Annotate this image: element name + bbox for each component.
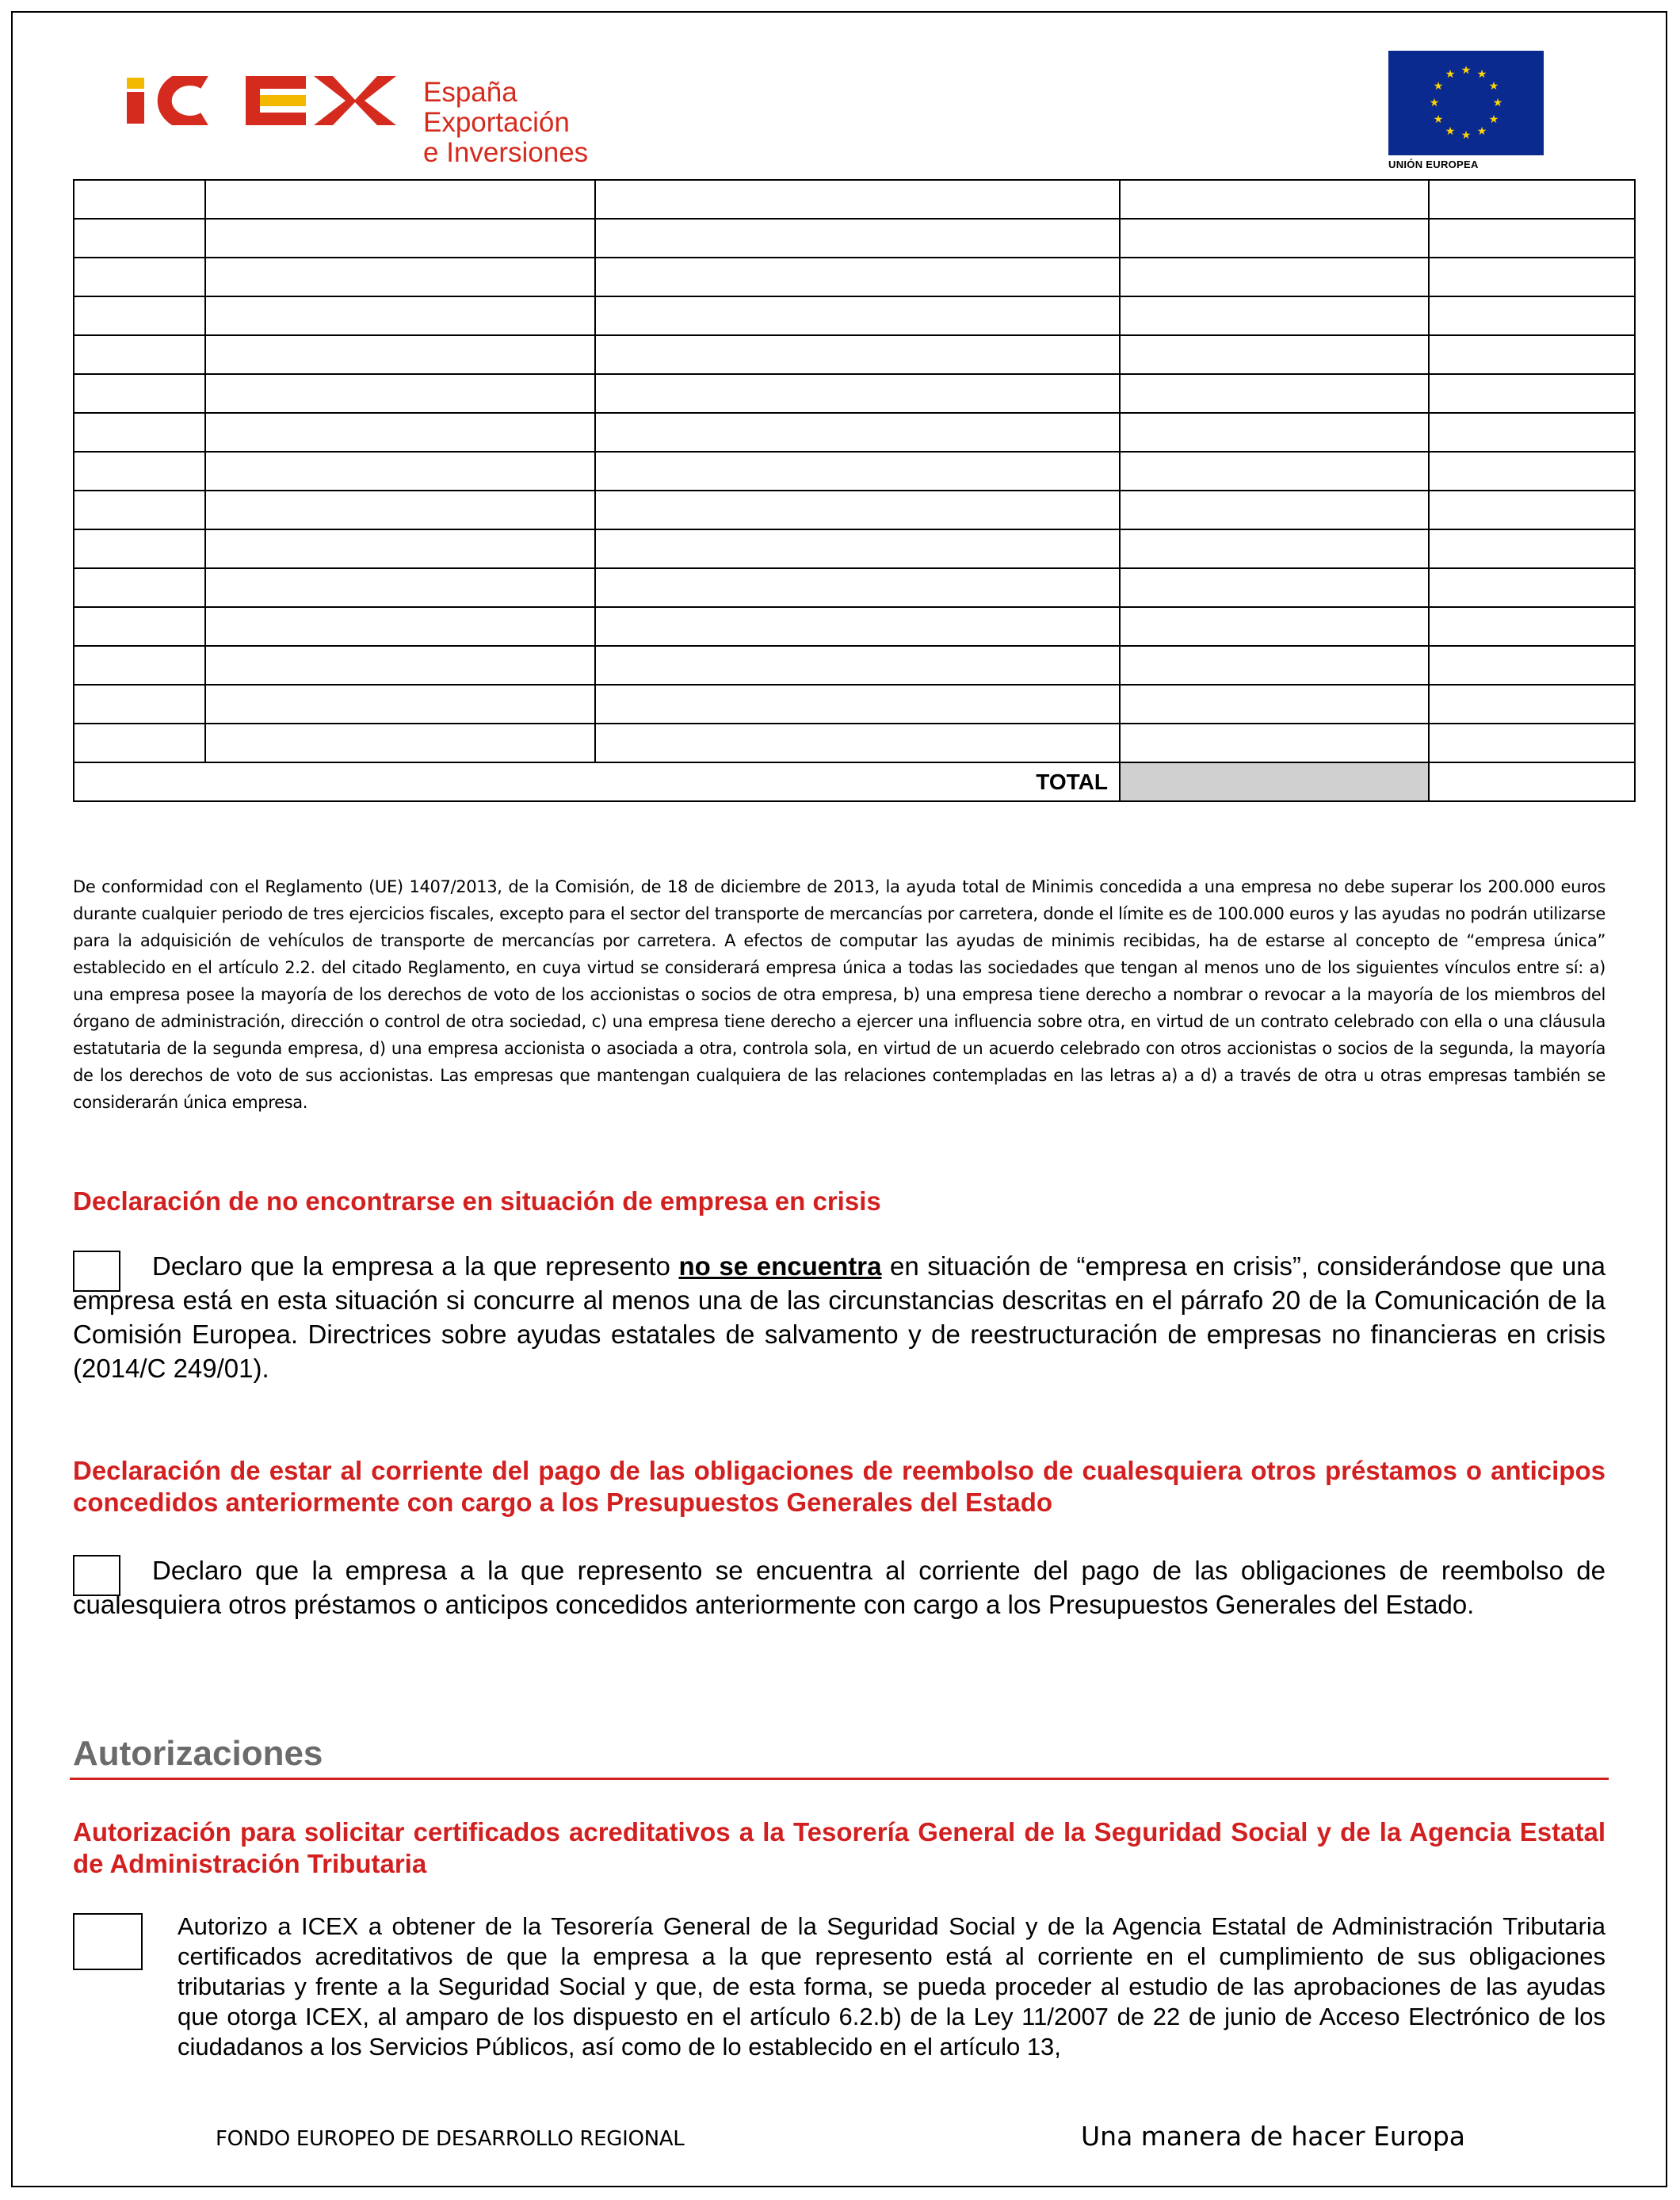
table-row: [74, 646, 1635, 685]
table-cell[interactable]: [1429, 491, 1635, 529]
table-cell[interactable]: [1120, 413, 1429, 452]
table-cell[interactable]: [1120, 374, 1429, 413]
eu-caption: UNIÓN EUROPEA: [1388, 159, 1479, 170]
table-cell[interactable]: [595, 568, 1120, 607]
table-cell[interactable]: [74, 219, 205, 258]
svg-text:★: ★: [1488, 80, 1499, 93]
table-cell[interactable]: [205, 452, 595, 491]
svg-text:★: ★: [1460, 129, 1472, 142]
table-cell[interactable]: [1120, 219, 1429, 258]
minimis-legal-text: De conformidad con el Reglamento (UE) 1407/2013, de la Comisión, de 18 de diciembre de 2013, la ayuda total de Minimis concedida a una empresa no debe superar los 200.000 euros durante cualquier periodo de tres ejercicios fiscales, excepto para el sector del transporte de mercancías por carretera, donde el límite es de 100.000 euros y las ayudas no podrán utilizarse para la adquisición de vehículos de transporte de mercancías por carretera. A efectos de computar las ayudas de minimis recibidas, ha de estarse al concepto de “empresa única” establecido en el artículo 2.2. del citado Reglamento, en cuya virtud se considerará empresa única a todas las sociedades que tengan al menos uno de los siguientes vínculos entre sí: a) una empresa posee la mayoría de los derechos de voto de los accionistas o socios de otra empresa, b) una empresa tiene derecho a nombrar o revocar a la mayoría de los miembros del órgano de administración, dirección o control de otra sociedad, c) una empresa tiene derecho a ejercer una influencia sobre otra, en virtud de un contrato celebrado con ella o una cláusula estatutaria de la segunda empresa, d) una empresa accionista o asociada a otra, controla sola, en virtud de un acuerdo celebrado con otros accionistas o socios de la segunda, la mayoría de los derechos de voto de sus accionistas. Las empresas que mantengan cualquiera de las relaciones contempladas en las letras a) a d) a través de otra u otras empresas también se considerarán única empresa.: [73, 877, 1606, 1112]
table-cell[interactable]: [1429, 258, 1635, 296]
eu-emblem: [1388, 51, 1545, 170]
icex-tagline: [423, 78, 661, 168]
table-cell[interactable]: [595, 180, 1120, 219]
crisis-text-before: Declaro que la empresa a la que represento: [152, 1251, 679, 1281]
svg-text:★: ★: [1476, 125, 1487, 138]
section-divider: [70, 1778, 1609, 1780]
table-cell[interactable]: [205, 413, 595, 452]
table-cell[interactable]: [595, 296, 1120, 335]
table-cell[interactable]: [1429, 219, 1635, 258]
table-cell[interactable]: [1120, 568, 1429, 607]
table-cell[interactable]: [205, 529, 595, 568]
table-cell[interactable]: [205, 607, 595, 646]
table-cell[interactable]: [205, 685, 595, 724]
table-cell[interactable]: [74, 452, 205, 491]
table-cell[interactable]: [74, 646, 205, 685]
table-cell[interactable]: [205, 180, 595, 219]
table-cell[interactable]: [1120, 258, 1429, 296]
table-cell[interactable]: [74, 413, 205, 452]
table-cell[interactable]: [595, 219, 1120, 258]
total-label: TOTAL: [74, 762, 1120, 801]
table-cell[interactable]: [1120, 335, 1429, 374]
table-cell[interactable]: [595, 646, 1120, 685]
eu-flag-icon: [1388, 51, 1544, 155]
table-cell[interactable]: [205, 219, 595, 258]
table-cell[interactable]: [1429, 607, 1635, 646]
svg-text:★: ★: [1445, 68, 1456, 81]
table-row: [74, 296, 1635, 335]
table-cell[interactable]: [1120, 452, 1429, 491]
table-cell[interactable]: [1429, 180, 1635, 219]
logo-line-3: e Inversiones: [423, 137, 589, 168]
table-cell[interactable]: [205, 335, 595, 374]
table-cell[interactable]: [1429, 529, 1635, 568]
icex-wordmark: [125, 76, 410, 125]
table-cell[interactable]: [74, 685, 205, 724]
aid-table: [73, 179, 1636, 802]
table-cell[interactable]: [74, 724, 205, 762]
crisis-text-after: en situación de “empresa en crisis”, considerándose que una empresa está en esta situación si concurre al menos una de las circunstancias descritas en el párrafo 20 de la Comunicación de la Comisión Europea. Directrices sobre ayudas estatales de salvamento y de reestructuración de empresas no financieras en crisis (2014/C 249/01).: [73, 1251, 1606, 1383]
table-row: [74, 568, 1635, 607]
table-cell[interactable]: [1429, 335, 1635, 374]
table-cell[interactable]: [74, 568, 205, 607]
table-cell[interactable]: [595, 724, 1120, 762]
table-cell[interactable]: [1429, 568, 1635, 607]
svg-text:★: ★: [1429, 97, 1440, 109]
table-cell[interactable]: [1429, 685, 1635, 724]
table-cell[interactable]: [74, 258, 205, 296]
repayment-declaration-text: [73, 1553, 1606, 1621]
table-row: [74, 374, 1635, 413]
table-cell[interactable]: [205, 646, 595, 685]
table-cell[interactable]: [74, 607, 205, 646]
table-cell[interactable]: [1120, 296, 1429, 335]
table-cell[interactable]: [74, 491, 205, 529]
table-cell[interactable]: [1429, 724, 1635, 762]
table-cell[interactable]: [1120, 724, 1429, 762]
authorization-text: Autorizo a ICEX a obtener de la Tesorería General de la Seguridad Social y de la Agencia Estatal de Administración Tributaria certificados acreditativos de que la empresa a la que represento está al corriente en el cumplimiento de sus obligaciones tributarias y frente a la Seguridad Social y que, de esta forma, se pueda proceder al estudio de las aprobaciones de las ayudas que otorga ICEX, al amparo de los dispuesto en el artículo 6.2.b) de la Ley 11/2007 de 22 de junio de Acceso Electrónico de los ciudadanos a los Servicios Públicos, así como de lo establecido en el artículo 13,: [178, 1912, 1606, 2061]
table-cell[interactable]: [1429, 646, 1635, 685]
table-row: [74, 180, 1635, 219]
table-cell[interactable]: [595, 529, 1120, 568]
table-row: [74, 413, 1635, 452]
table-cell[interactable]: [595, 452, 1120, 491]
table-cell[interactable]: [205, 568, 595, 607]
table-cell[interactable]: [1120, 646, 1429, 685]
table-row: [74, 452, 1635, 491]
table-row: [74, 607, 1635, 646]
table-cell[interactable]: [1429, 452, 1635, 491]
authorization-heading: Autorización para solicitar certificados acreditativos a la Tesorería General de la Seguridad Social y de la Agencia Estatal de Administración Tributaria: [73, 1817, 1606, 1878]
repayment-text: Declaro que la empresa a la que represento se encuentra al corriente del pago de las obligaciones de reembolso de cualesquiera otros préstamos o anticipos concedidos anteriormente con cargo a los Presupuestos Generales del Estado.: [73, 1556, 1606, 1619]
aid-table-body: [74, 180, 1635, 801]
table-cell[interactable]: [74, 335, 205, 374]
table-row: [74, 258, 1635, 296]
table-cell[interactable]: [1429, 296, 1635, 335]
table-cell[interactable]: [595, 491, 1120, 529]
total-value-cell: [1120, 762, 1429, 801]
svg-text:★: ★: [1433, 113, 1444, 126]
table-cell[interactable]: [1429, 374, 1635, 413]
table-cell[interactable]: [1120, 685, 1429, 724]
svg-text:★: ★: [1445, 125, 1456, 138]
table-cell[interactable]: [74, 529, 205, 568]
crisis-declaration-text: [73, 1249, 1606, 1385]
table-row: [74, 724, 1635, 762]
table-cell[interactable]: [74, 180, 205, 219]
table-cell[interactable]: [1120, 607, 1429, 646]
table-row: [74, 685, 1635, 724]
table-cell[interactable]: [1120, 180, 1429, 219]
table-cell[interactable]: [1429, 413, 1635, 452]
footer-motto: Una manera de hacer Europa: [1081, 2121, 1465, 2152]
total-row: [74, 762, 1635, 801]
table-cell[interactable]: [1120, 529, 1429, 568]
authorization-checkbox[interactable]: [73, 1913, 143, 1970]
svg-text:★: ★: [1476, 68, 1487, 81]
table-cell[interactable]: [595, 335, 1120, 374]
section-title: Autorizaciones: [73, 1734, 323, 1773]
table-cell[interactable]: [595, 607, 1120, 646]
svg-text:★: ★: [1460, 64, 1472, 77]
table-cell[interactable]: [1120, 491, 1429, 529]
table-row: [74, 335, 1635, 374]
crisis-heading: Declaración de no encontrarse en situación de empresa en crisis: [73, 1186, 881, 1216]
table-cell[interactable]: [595, 413, 1120, 452]
logo-line-2: Exportación: [423, 107, 570, 138]
logo-line-1: España: [423, 77, 517, 108]
table-row: [74, 219, 1635, 258]
svg-text:★: ★: [1433, 80, 1444, 93]
footer-fund-name: FONDO EUROPEO DE DESARROLLO REGIONAL: [216, 2127, 685, 2151]
table-cell[interactable]: [595, 685, 1120, 724]
table-cell[interactable]: [205, 724, 595, 762]
table-cell[interactable]: [1429, 762, 1635, 801]
table-cell[interactable]: [595, 374, 1120, 413]
svg-text:★: ★: [1488, 113, 1499, 126]
crisis-text-emphasis: no se encuentra: [678, 1251, 882, 1281]
table-cell[interactable]: [74, 296, 205, 335]
repayment-heading: Declaración de estar al corriente del pago de las obligaciones de reembolso de cualesquiera otros préstamos o anticipos concedidos anteriormente con cargo a los Presupuestos Generales del Estado: [73, 1456, 1606, 1517]
svg-text:★: ★: [1492, 97, 1503, 109]
table-cell[interactable]: [595, 258, 1120, 296]
table-cell[interactable]: [205, 374, 595, 413]
table-row: [74, 491, 1635, 529]
table-cell[interactable]: [205, 258, 595, 296]
table-cell[interactable]: [74, 374, 205, 413]
table-cell[interactable]: [205, 296, 595, 335]
table-row: [74, 529, 1635, 568]
table-cell[interactable]: [205, 491, 595, 529]
